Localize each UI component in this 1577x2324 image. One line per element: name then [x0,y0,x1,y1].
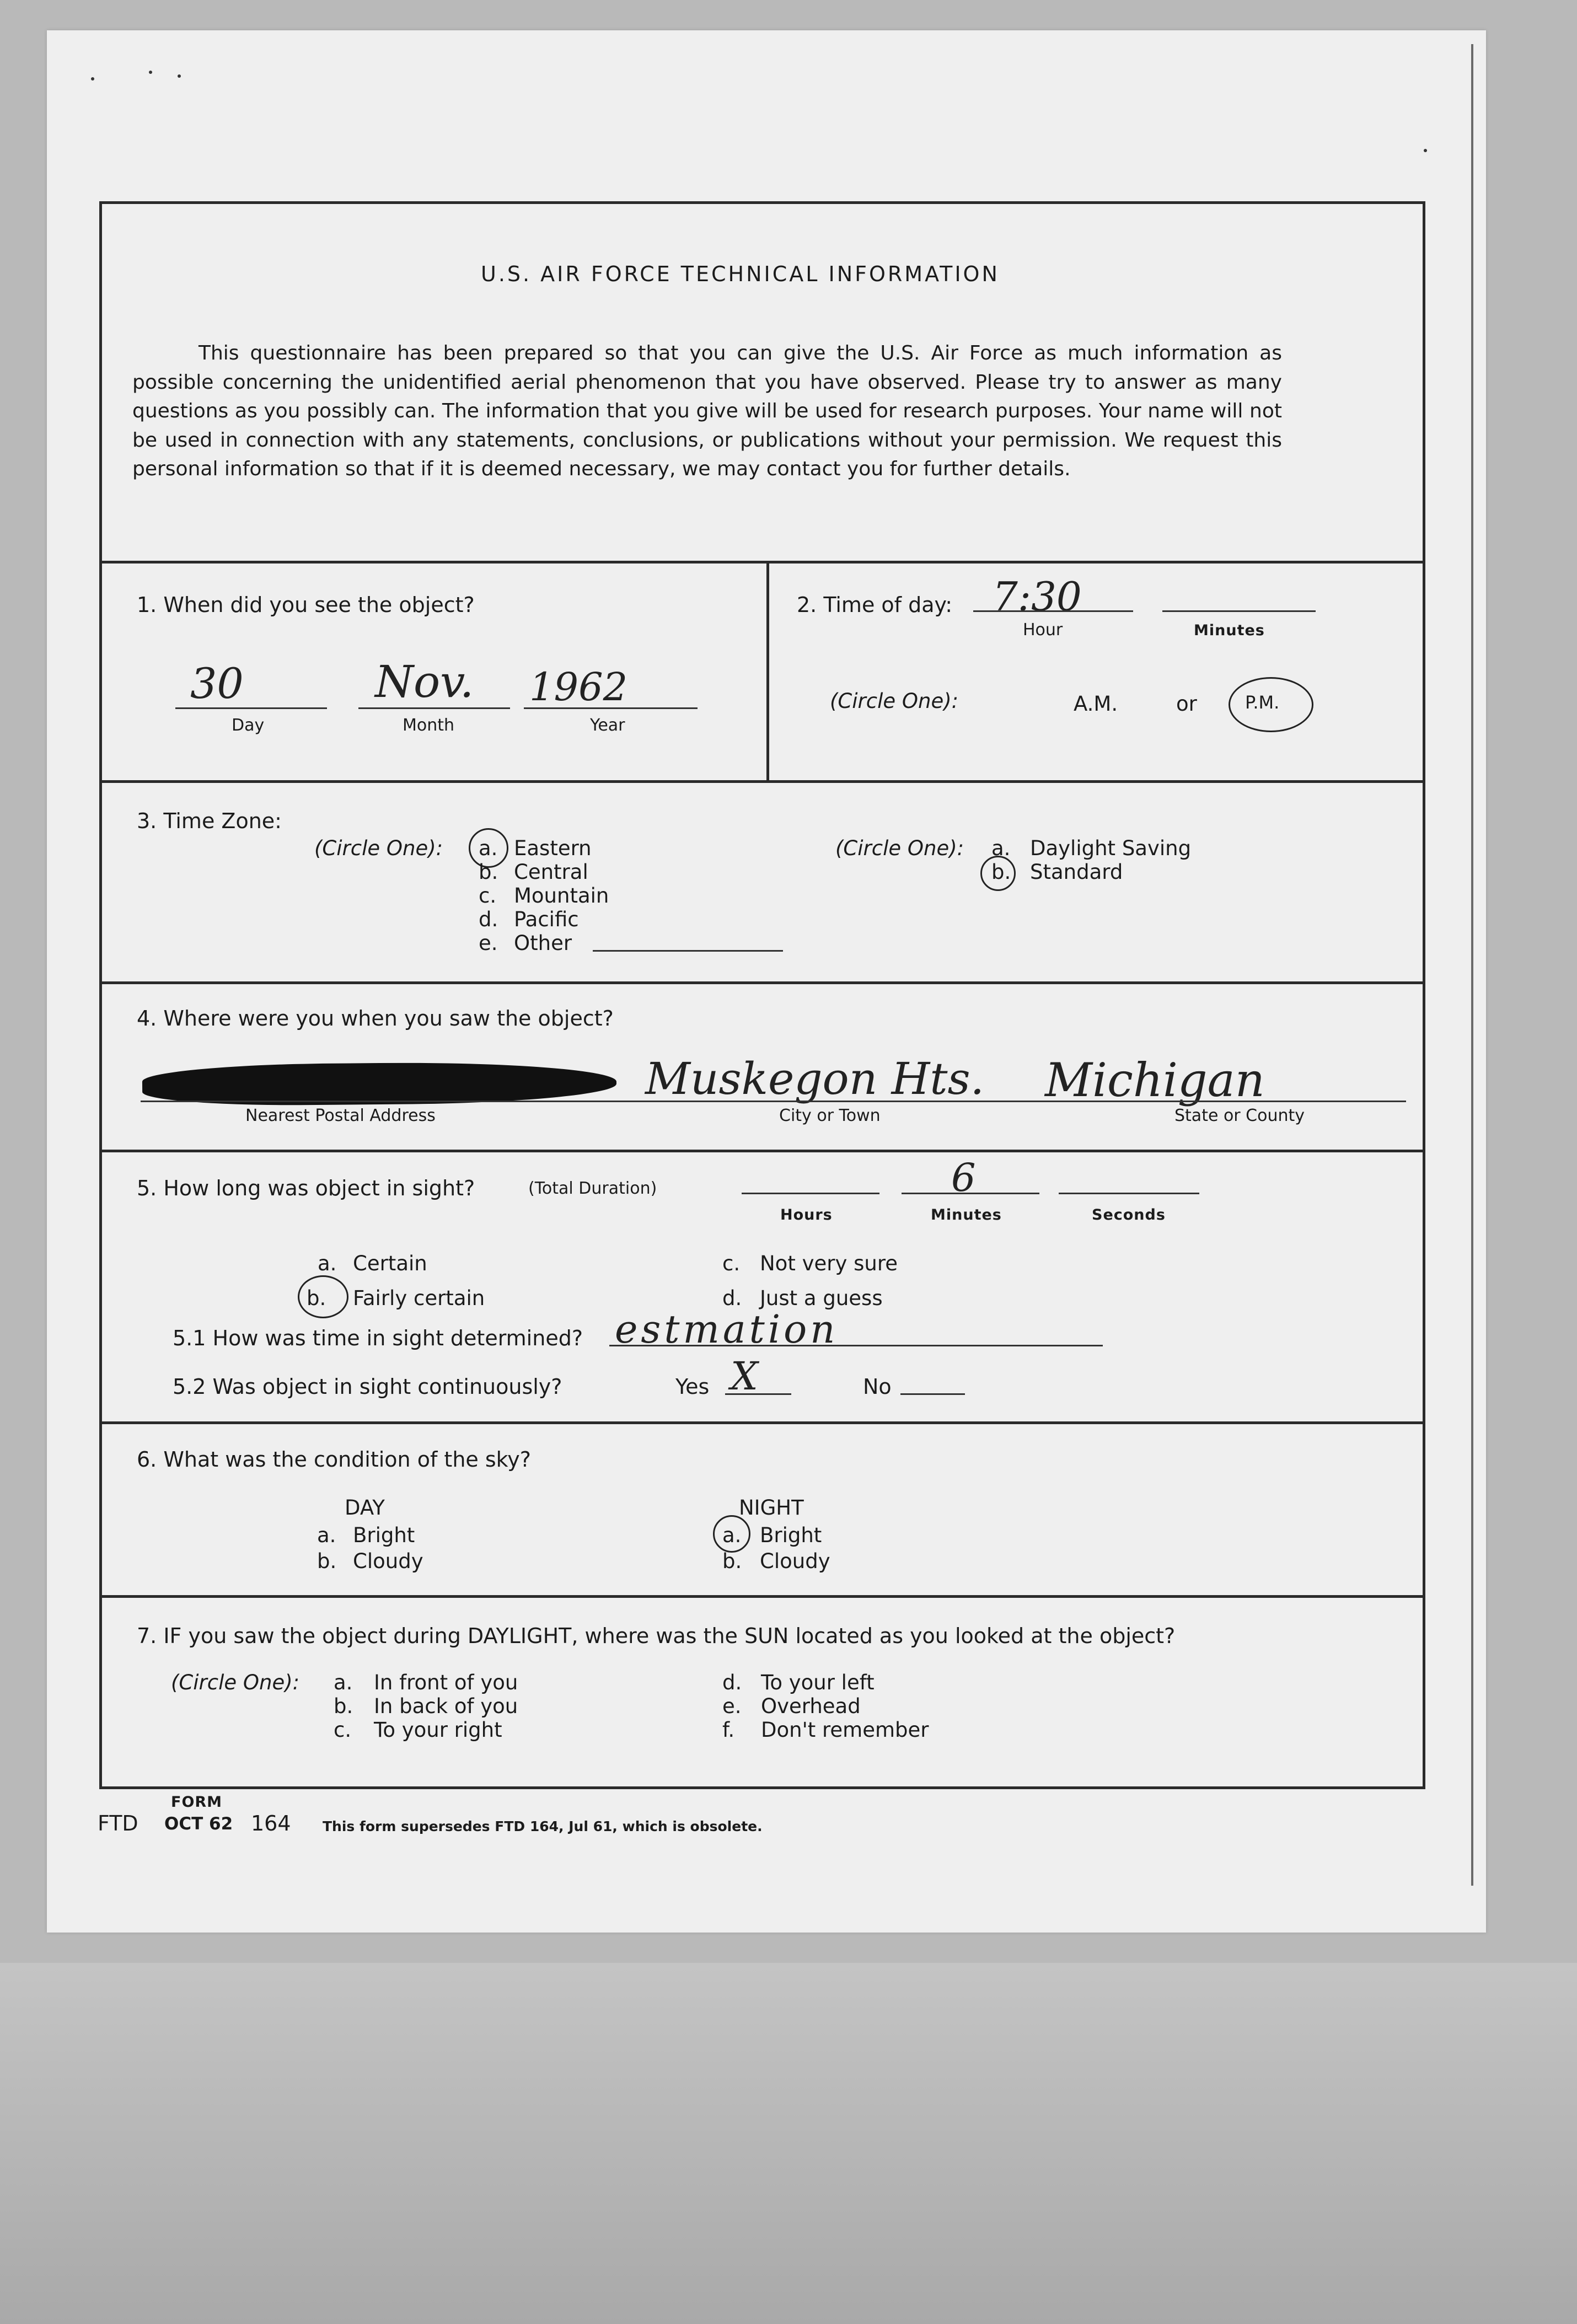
speck [1424,149,1427,152]
q3-opt-a-text: Eastern [514,836,592,860]
q1-day-value: 30 [190,659,244,708]
q6-day-opt-a: a. [317,1523,336,1547]
q7-opt-e-text: Overhead [761,1694,861,1718]
q4-address-caption: Nearest Postal Address [245,1106,436,1125]
q7-opt-b: b. [334,1694,353,1718]
q5-opt-a-text: Certain [353,1252,427,1275]
q5-opt-d-text: Just a guess [760,1286,883,1310]
q1-month-value: Nov. [375,656,474,707]
q7-opt-d: d. [722,1671,742,1694]
q3-opt2-a: a. [991,836,1011,860]
footer-form-number: 164 [251,1811,291,1835]
divider [102,981,1423,984]
divider [102,561,1423,563]
q7-opt-c: c. [334,1718,352,1742]
q1-month-caption: Month [403,716,455,735]
q2-hour-caption: Hour [1023,620,1063,640]
q4-state-caption: State or County [1174,1106,1305,1125]
q2-or: or [1176,692,1197,716]
q3-opt-e-text: Other [514,931,572,955]
q51-line [609,1345,1103,1346]
q7-opt-d-text: To your left [761,1671,875,1694]
q52-yes-line [725,1393,791,1395]
q4-label: 4. Where were you when you saw the object? [137,1006,614,1030]
q5-minutes-caption: Minutes [931,1206,1002,1223]
q7-circle-one: (Circle One): [171,1671,300,1694]
form-title: U.S. AIR FORCE TECHNICAL INFORMATION [481,262,1000,286]
q5-opt-a: a. [318,1252,337,1275]
q1-year-caption: Year [590,716,625,735]
q6-day-opt-b-text: Cloudy [353,1549,423,1573]
q4-city-caption: City or Town [779,1106,881,1125]
q2-minutes-caption: Minutes [1194,622,1265,639]
q7-opt-c-text: To your right [374,1718,502,1742]
q5-opt-c-text: Not very sure [760,1252,898,1275]
q5-label: 5. How long was object in sight? [137,1176,475,1200]
q7-opt-a: a. [334,1671,353,1694]
q6-night-opt-a: a. [722,1523,742,1547]
q2-am: A.M. [1074,692,1118,716]
q4-city-value: Muskegon Hts. [645,1053,985,1104]
q3-opt-c: c. [479,884,497,908]
q5-minutes-line [902,1193,1039,1194]
q52-label: 5.2 Was object in sight continuously? [173,1375,562,1399]
q51-label: 5.1 How was time in sight determined? [173,1326,583,1350]
q2-circle-one: (Circle One): [830,689,959,713]
footer-form-date: OCT 62 [164,1814,233,1834]
footer-ftd: FTD [98,1811,138,1835]
speck [91,77,94,80]
q1-year-value: 1962 [529,664,628,710]
q52-no-line [900,1393,965,1395]
q7-label: 7. IF you saw the object during DAYLIGHT, where was the SUN located as you looked at the object? [137,1624,1176,1648]
q5-hours-caption: Hours [780,1206,833,1223]
q2-pm: P.M. [1245,692,1280,713]
divider-vertical [766,561,769,781]
q5-opt-c: c. [722,1252,741,1275]
q3-opt-b: b. [479,860,498,884]
q6-night-opt-a-text: Bright [760,1523,822,1547]
q2-pm-circle-mark [1229,677,1313,732]
q3-standard-circle-mark [980,856,1016,891]
q6-night-bright-circle-mark [713,1515,750,1553]
intro-paragraph: This questionnaire has been prepared so that you can give the U.S. Air Force as much information as possible concerning the unidentified aerial phenomenon that you have observed. Please try to answer as many questions as you possibly can. The information that you give will be used for research purposes. Your name will not be used in connection with any statements, conclusions, or publications without your permission. We request this personal information so that if it is deemed necessary, we may contact you for further details. [132,342,1282,480]
q5-opt-b: b. [307,1286,326,1310]
q3-label: 3. Time Zone: [137,809,282,833]
q5-opt-b-text: Fairly certain [353,1286,485,1310]
q7-opt-a-text: In front of you [374,1671,518,1694]
q1-day-caption: Day [232,716,265,735]
q5-seconds-line [1059,1193,1199,1194]
speck [178,74,181,78]
q2-minutes-line [1162,610,1316,612]
divider [102,1150,1423,1152]
q3-opt-d-text: Pacific [514,908,579,931]
q6-day-opt-a-text: Bright [353,1523,415,1547]
page-edge-shadow [1471,44,1473,1886]
q7-opt-b-text: In back of you [374,1694,518,1718]
q3-opt-e: e. [479,931,498,955]
q6-label: 6. What was the condition of the sky? [137,1447,531,1472]
q52-yes-value: X [731,1354,758,1399]
q52-no-label: No [863,1375,892,1399]
q3-opt-b-text: Central [514,860,588,884]
q3-opt2-b: b. [991,860,1011,884]
q3-opt-a: a. [479,836,498,860]
q4-state-value: Michigan [1045,1053,1265,1107]
divider [102,780,1423,783]
q5-label-note: (Total Duration) [528,1179,657,1198]
q6-day-heading: DAY [345,1496,385,1520]
q7-opt-f: f. [722,1718,735,1742]
q1-month-line [358,707,510,709]
q1-year-line [524,707,698,709]
q5-minutes-value: 6 [951,1155,976,1200]
q3-opt-d: d. [479,908,498,931]
q3-opt2-a-text: Daylight Saving [1030,836,1192,860]
q3-opt-c-text: Mountain [514,884,609,908]
q6-day-opt-b: b. [317,1549,337,1573]
q3-opt2-b-text: Standard [1030,860,1123,884]
q2-hour-line [973,610,1133,612]
q1-day-line [175,707,327,709]
divider [102,1421,1423,1424]
q5-fairly-certain-circle-mark [298,1275,348,1318]
speck [149,71,152,74]
footer-form-word: FORM [171,1794,223,1811]
q6-night-heading: NIGHT [739,1496,804,1520]
q5-seconds-caption: Seconds [1092,1206,1166,1223]
q7-opt-e: e. [722,1694,742,1718]
q51-value: estmation [615,1307,839,1352]
footer-supersedes-note: This form supersedes FTD 164, Jul 61, which is obsolete. [323,1818,763,1834]
q5-hours-line [742,1193,879,1194]
q4-answer-line [141,1101,1406,1102]
q5-opt-d: d. [722,1286,742,1310]
q1-label: 1. When did you see the object? [137,593,475,617]
q7-opt-f-text: Don't remember [761,1718,929,1742]
q3-circle-one: (Circle One): [314,836,443,860]
q6-night-opt-b-text: Cloudy [760,1549,830,1573]
q3-circle-one-2: (Circle One): [835,836,964,860]
q2-hour-value: 7:30 [993,573,1082,620]
divider [102,1595,1423,1598]
q6-night-opt-b: b. [722,1549,742,1573]
q52-yes-label: Yes [675,1375,710,1399]
q3-other-line [593,950,783,952]
backdrop-lower [0,1963,1577,2324]
q2-label: 2. Time of day: [797,593,953,617]
